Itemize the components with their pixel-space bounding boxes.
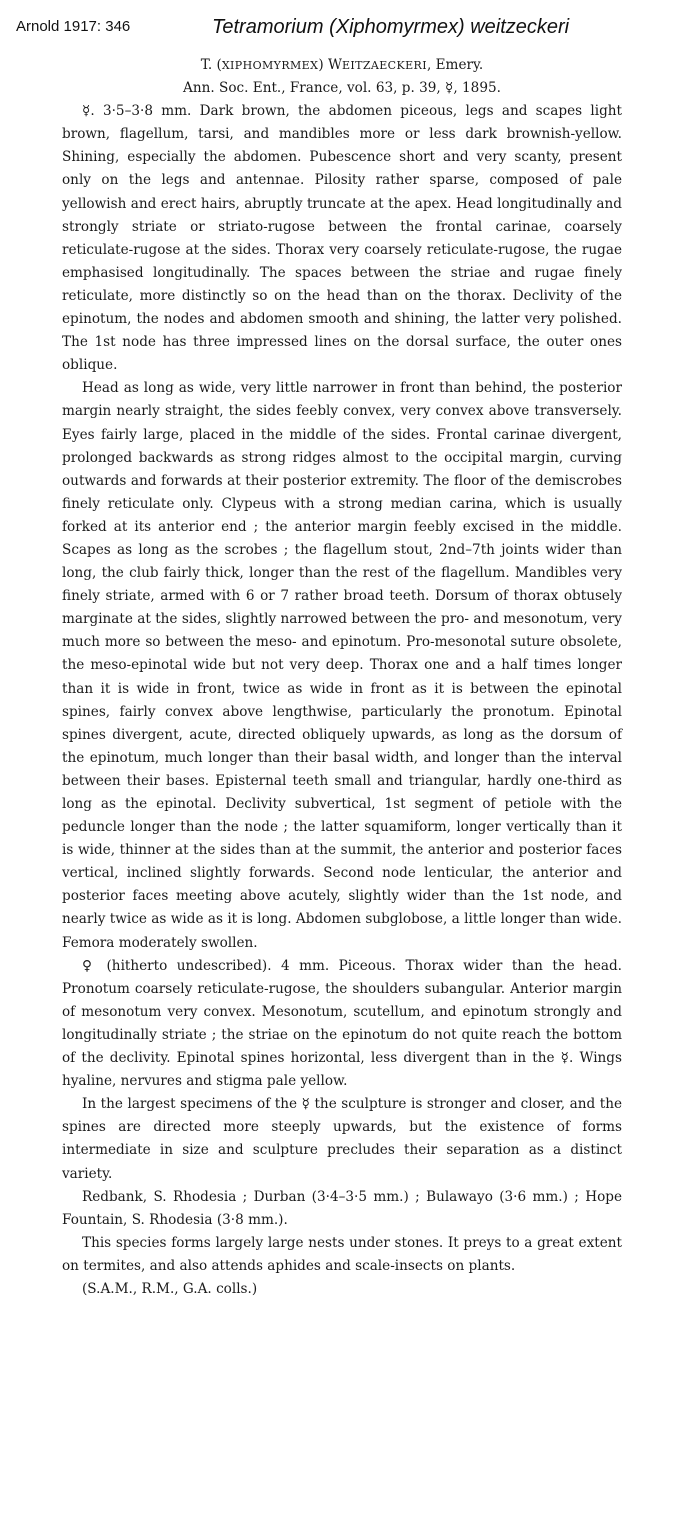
worker-description: ☿. 3·5–3·8 mm. Dark brown, the abdomen piceous, legs and scapes light brown, flagellum, tarsi, and mandibles more or less dark brownish-yellow. Shining, especially the abdomen. Pubescence short and very scanty, present only on the legs and antennae. Pilosity rather sparse, composed of pale yellowish and erect hairs, abruptly truncate at the apex. Head longitudinally and strongly striate or striato-rugose between the frontal carinae, coarsely reticulate-rugose at the sides. Thorax very coarsely reticulate-rugose, the rugae emphasised longitudinally. The spaces between the striae and rugae finely reticulate, more distinctly so on the head than on the thorax. Declivity of the epinotum, the nodes and abdomen smooth and shining, the latter very polished. The 1st node has three impressed lines on the dorsal surface, the outer ones oblique. [62, 103, 622, 374]
species-description [62, 54, 622, 1301]
species-heading [62, 54, 622, 77]
heading-species: EITZAECKERI [341, 59, 427, 72]
collections-note: (S.A.M., R.M., G.A. colls.) [82, 1280, 258, 1297]
original-reference: Ann. Soc. Ent., France, vol. 63, p. 39, ☿, 1895. [183, 80, 501, 97]
heading-mid: ) W [318, 57, 342, 73]
taxon-title: Tetramorium (Xiphomyrmex) weitzeckeri [212, 16, 570, 38]
heading-subgenus: XIPHOMYRMEX [221, 59, 319, 72]
citation-label: Arnold 1917: 346 [16, 18, 131, 35]
biology-note: This species forms largely large nests under stones. It preys to a great extent on termites, and also attends aphides and scale-insects on plants. [62, 1234, 622, 1274]
heading-prefix: T. ( [200, 57, 222, 73]
female-description: ♀ (hitherto undescribed). 4 mm. Piceous. Thorax wider than the head. Pronotum coarsely reticulate-rugose, the shoulders subangular. Anterior margin of mesonotum very convex. Mesonotum, scutellum, and epinotum strongly and longitudinally striate ; the striae on the epinotum do not quite reach the bottom of the declivity. Epinotal spines horizontal, less divergent than in the ☿. Wings hyaline, nervures and stigma pale yellow. [62, 957, 622, 1090]
morphology-description: Head as long as wide, very little narrower in front than behind, the posterior margin nearly straight, the sides feebly convex, very convex above transversely. Eyes fairly large, placed in the middle of the sides. Frontal carinae divergent, prolonged backwards as strong ridges almost to the occipital margin, curving outwards and forwards at their posterior extremity. The floor of the demiscrobes finely reticulate only. Clypeus with a strong median carina, which is usually forked at its anterior end ; the anterior margin feebly excised in the middle. Scapes as long as the scrobes ; the flagellum stout, 2nd–7th joints wider than long, the club fairly thick, longer than the rest of the flagellum. Mandibles very finely striate, armed with 6 or 7 rather broad teeth. Dorsum of thorax obtusely marginate at the sides, slightly narrowed between the pro- and mesonotum, very much more so between the meso- and epinotum. Pro-mesonotal suture obsolete, the meso-epinotal wide but not very deep. Thorax one and a half times longer than it is wide in front, twice as wide in front as it is between the epinotal spines, fairly convex above lengthwise, particularly the pronotum. Epinotal spines divergent, acute, directed obliquely upwards, as long as the dorsum of the epinotum, much longer than their basal width, and longer than the interval between their bases. Episternal teeth small and triangular, hardly one-third as long as the epinotal. Declivity subvertical, 1st segment of petiole with the peduncle longer than the node ; the latter squamiform, longer vertically than it is wide, thinner at the sides than at the summit, the anterior and posterior faces vertical, inclined slightly forwards. Second node lenticular, the anterior and posterior faces meeting above acutely, slightly wider than the 1st node, and nearly twice as wide as it is long. Abdomen subglobose, a little longer than wide. Femora moderately swollen. [62, 380, 622, 951]
variation-note: In the largest specimens of the ☿ the sculpture is stronger and closer, and the spines are directed more steeply upwards, but the existence of forms intermediate in size and sculpture precludes their separation as a distinct variety. [62, 1096, 622, 1182]
heading-suffix: , Emery. [426, 57, 484, 73]
localities: Redbank, S. Rhodesia ; Durban (3·4–3·5 mm.) ; Bulawayo (3·6 mm.) ; Hope Fountain, S. Rhodesia (3·8 mm.). [62, 1188, 622, 1228]
page-header [0, 16, 677, 44]
